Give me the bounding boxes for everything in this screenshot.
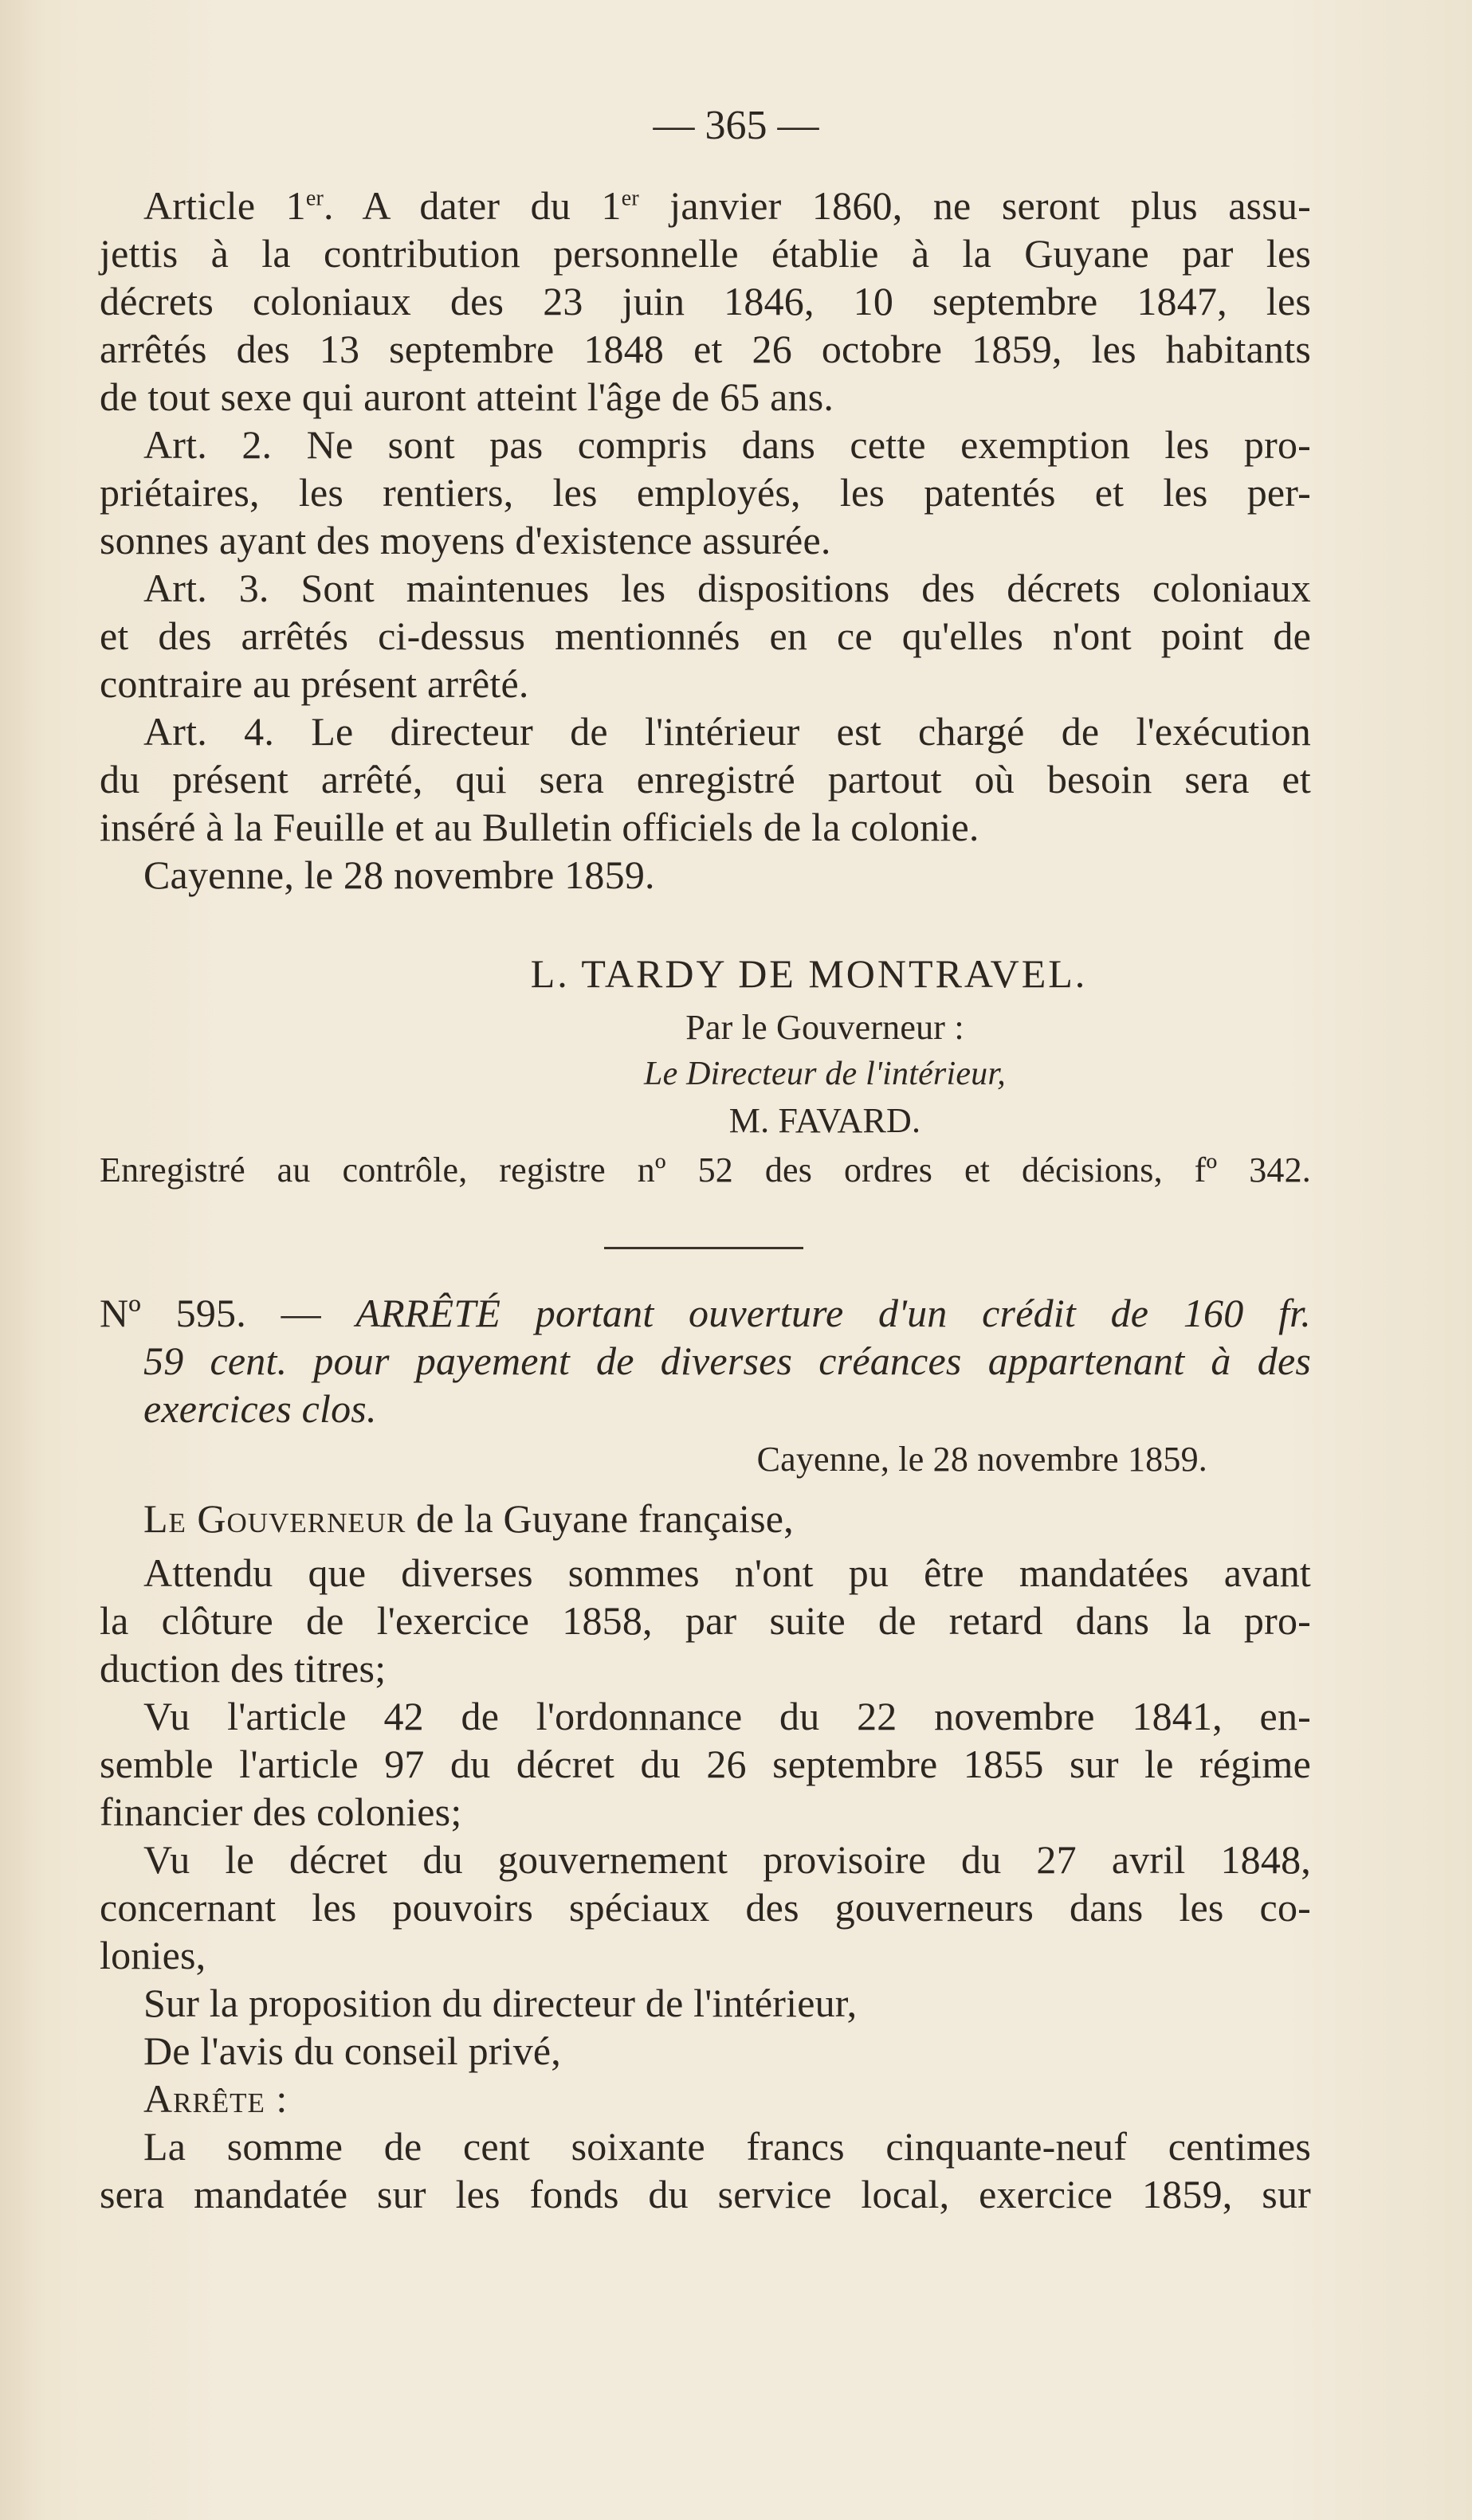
article-3-line: contraire au présent arrêté.: [100, 661, 529, 706]
directeur-title: Le Directeur de l'intérieur,: [644, 1056, 1006, 1092]
signature-block: [100, 950, 1311, 1195]
sur-proposition-line: Sur la proposition du directeur de l'intérieur,: [143, 1981, 858, 2025]
registration-note: Enregistré au contrôle, registre nº 52 des ordres et décisions, fº 342.: [100, 1150, 1311, 1189]
article-4-line: Art. 4. Le directeur de l'intérieur est chargé de l'exécution: [143, 709, 1311, 754]
vu-decret-line: Vu le décret du gouvernement provisoire du 27 avril 1848,: [143, 1837, 1311, 1882]
article-1-line: arrêtés des 13 septembre 1848 et 26 octobre 1859, les habitants: [100, 327, 1311, 371]
arrete-title-line-3: exercices clos.: [143, 1386, 377, 1431]
article-4-line: du présent arrêté, qui sera enregistré partout où besoin sera et: [100, 757, 1311, 801]
article-1-line: décrets coloniaux des 23 juin 1846, 10 septembre 1847, les: [100, 279, 1311, 323]
par-le-gouverneur: Par le Gouverneur :: [685, 1008, 964, 1047]
arrete-title-line-2: 59 cent. pour payement de diverses créances appartenant à des: [143, 1338, 1311, 1383]
attendu-line: duction des titres;: [100, 1646, 387, 1691]
article-1-line: de tout sexe qui auront atteint l'âge de 65 ans.: [100, 374, 834, 419]
attendu-line: Attendu que diverses sommes n'ont pu être mandatées avant: [143, 1550, 1311, 1595]
page-number: — 365 —: [653, 103, 819, 148]
arrete-title-line-1: Nº 595. — ARRÊTÉ portant ouverture d'un crédit de 160 fr.: [100, 1291, 1311, 1335]
vu-decret-line: lonies,: [100, 1933, 206, 1977]
article-1-line-1: Article 1er. A dater du 1er janvier 1860, ne seront plus assu-: [143, 183, 1311, 228]
vu-decret-line: concernant les pouvoirs spéciaux des gouverneurs dans les co-: [100, 1885, 1311, 1930]
article-3-line: et des arrêtés ci-dessus mentionnés en ce qu'elles n'ont point de: [100, 613, 1311, 658]
article-2-line: Art. 2. Ne sont pas compris dans cette exemption les pro-: [143, 422, 1311, 467]
gouverneur-line: Le Gouverneur de la Guyane française,: [143, 1496, 794, 1541]
directeur-name: M. FAVARD.: [728, 1101, 921, 1140]
attendu-line: la clôture de l'exercice 1858, par suite de retard dans la pro-: [100, 1598, 1311, 1643]
article-3-line: Art. 3. Sont maintenues les dispositions des décrets coloniaux: [143, 566, 1311, 610]
article-2-line: sonnes ayant des moyens d'existence assurée.: [100, 518, 831, 562]
governor-signature: L. TARDY DE MONTRAVEL.: [530, 951, 1088, 996]
vu-ordonnance-line: Vu l'article 42 de l'ordonnance du 22 novembre 1841, en-: [143, 1694, 1311, 1738]
vu-ordonnance-line: financier des colonies;: [100, 1789, 462, 1834]
article-2-line: priétaires, les rentiers, les employés, les patentés et les per-: [100, 470, 1311, 515]
vu-ordonnance-line: semble l'article 97 du décret du 26 septembre 1855 sur le régime: [100, 1742, 1311, 1786]
section-divider: [604, 1247, 803, 1249]
somme-line: La somme de cent soixante francs cinquante-neuf centimes: [143, 2124, 1311, 2169]
arrete-word: Arrête :: [143, 2076, 289, 2121]
arrete-number: Nº 595. —: [100, 1291, 356, 1335]
article-1-line: jettis à la contribution personnelle établie à la Guyane par les: [100, 231, 1311, 276]
decree-date-line: Cayenne, le 28 novembre 1859.: [143, 852, 655, 897]
article-4-line: inséré à la Feuille et au Bulletin officiels de la colonie.: [100, 805, 979, 849]
arrete-place-date: Cayenne, le 28 novembre 1859.: [756, 1440, 1207, 1479]
decree-articles: [100, 182, 1311, 899]
somme-line: sera mandatée sur les fonds du service local, exercice 1859, sur: [100, 2172, 1311, 2216]
arrete-595: [100, 1289, 1311, 2218]
avis-line: De l'avis du conseil privé,: [143, 2028, 562, 2073]
